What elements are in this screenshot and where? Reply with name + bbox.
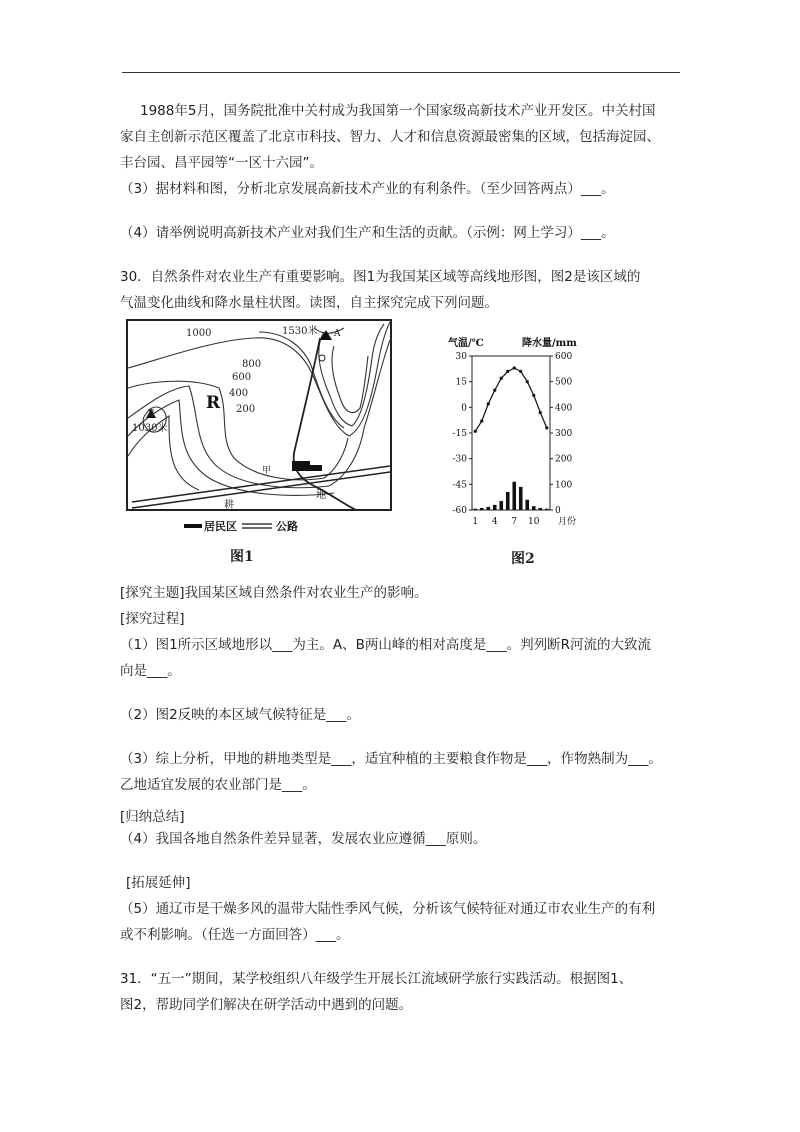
- temperature-point: [506, 370, 509, 373]
- temperature-point: [545, 426, 548, 429]
- precipitation-bar: [499, 501, 503, 510]
- question-30-1-line-1: （1）图1所示区域地形以___为主。A、B两山峰的相对高度是___。判列断R河流的大致流: [120, 637, 652, 653]
- place-jia: 甲: [262, 466, 272, 476]
- left-tick-label: 30: [455, 352, 467, 362]
- intro-line-3: 丰台园、昌平园等“一区十六园”。: [120, 155, 323, 171]
- river-r-label: R: [206, 393, 221, 413]
- question-30-line-1: 30．自然条件对农业生产有重要影响。图1为我国某区域等高线地形图，图2是该区域的: [120, 269, 641, 285]
- x-tick-label: 4: [491, 517, 498, 527]
- x-tick-label: 10: [528, 517, 540, 527]
- x-axis-unit: 月份: [558, 517, 577, 527]
- settlement-block: [310, 465, 322, 471]
- plot-frame: [472, 356, 550, 510]
- peak-a-elevation: 1530米: [282, 326, 318, 337]
- peak-b-letter: B: [148, 409, 155, 419]
- contour-line: [332, 346, 368, 413]
- contour-label-600: 600: [232, 372, 252, 383]
- temperature-curve: [475, 368, 547, 431]
- question-31-line-1: 31．“五一”期间，某学校组织八年级学生开展长江流域研学旅行实践活动。根据图1、: [120, 971, 633, 987]
- contour-label-200: 200: [236, 404, 256, 415]
- legend-settlement-label: 居民区: [204, 520, 237, 533]
- right-tick-label: 400: [555, 403, 573, 414]
- left-tick-label: -15: [452, 429, 467, 439]
- question-30-3-line-2: 乙地适宜发展的农业部门是___。: [120, 777, 316, 793]
- question-30-3-line-1: （3）综上分析，甲地的耕地类型是___，适宜种植的主要粮食作物是___，作物熟制为___。: [120, 751, 662, 767]
- right-tick-label: 300: [555, 429, 573, 439]
- spring-icon: [319, 355, 325, 361]
- figure-1-caption: 图1: [230, 549, 254, 565]
- place-yi-1: 耕: [224, 500, 234, 511]
- left-axis-title: 气温/℃: [448, 338, 484, 349]
- intro-line-1: 1988年5月，国务院批准中关村成为我国第一个国家级高新技术产业开发区。中关村国: [140, 103, 656, 119]
- precipitation-bar: [532, 506, 536, 510]
- precipitation-bar: [486, 507, 490, 510]
- temperature-point: [480, 419, 483, 422]
- precipitation-bar: [519, 487, 523, 510]
- contour-label-800: 800: [242, 359, 262, 370]
- precipitation-bar: [512, 482, 516, 510]
- right-tick-label: 200: [555, 454, 573, 465]
- right-tick-label: 100: [555, 480, 573, 491]
- place-yi-2: 地: [316, 490, 326, 501]
- contour-line: [259, 332, 344, 428]
- explore-process-heading: [探究过程]: [120, 611, 185, 627]
- question-30-line-2: 气温变化曲线和降水量柱状图。读图，自主探究完成下列问题。: [120, 295, 498, 311]
- peak-a-letter: A: [334, 329, 341, 339]
- road: [132, 466, 390, 502]
- precipitation-bar: [545, 509, 549, 510]
- contour-label-1000: 1000: [186, 328, 212, 339]
- temperature-point: [493, 389, 496, 392]
- question-30-4: （4）我国各地自然条件差异显著，发展农业应遵循___原则。: [120, 831, 487, 847]
- precipitation-bar: [538, 508, 542, 510]
- left-tick-label: -30: [452, 454, 467, 465]
- temperature-point: [519, 370, 522, 373]
- explore-summary-heading: [归纳总结]: [120, 809, 185, 825]
- temperature-point: [500, 377, 503, 380]
- road: [132, 472, 390, 508]
- right-axis-title: 降水量/mm: [522, 338, 577, 349]
- settlement-block: [292, 461, 310, 471]
- temperature-point: [513, 366, 516, 369]
- question-30-5-line-2: 或不利影响。（任选一方面回答）___。: [120, 927, 350, 943]
- precipitation-bar: [525, 500, 529, 510]
- temperature-point: [539, 411, 542, 414]
- question-29-3: （3）据材料和图，分析北京发展高新技术产业的有利条件。（至少回答两点）___。: [120, 181, 615, 197]
- intro-line-2: 家自主创新示范区覆盖了北京市科技、智力、人才和信息资源最密集的区域，包括海淀园、: [120, 129, 660, 145]
- temperature-point: [474, 430, 477, 433]
- map-frame: [127, 320, 391, 510]
- precipitation-bar: [480, 508, 484, 510]
- legend-settlement-icon: [184, 524, 202, 528]
- question-29-4: （4）请举例说明高新技术产业对我们生产和生活的贡献。（示例：网上学习）___。: [120, 225, 615, 241]
- precipitation-bar: [473, 509, 477, 510]
- explore-theme: [探究主题]我国某区域自然条件对农业生产的影响。: [120, 585, 428, 601]
- question-30-5-line-1: （5）通辽市是干燥多风的温带大陆性季风气候，分析该气候特征对通辽市农业生产的有利: [120, 901, 656, 917]
- left-tick-label: 15: [455, 377, 467, 388]
- left-tick-label: 0: [461, 403, 467, 414]
- right-tick-label: 0: [555, 506, 561, 516]
- question-31-line-2: 图2，帮助同学们解决在研学活动中遇到的问题。: [120, 997, 413, 1013]
- explore-extend-heading: [拓展延伸]: [126, 875, 191, 891]
- figure-1-contour-map: [124, 318, 396, 536]
- peak-b-elevation: 1030米: [132, 423, 168, 434]
- x-tick-label: 7: [511, 517, 518, 527]
- contour-line: [128, 322, 390, 436]
- legend-road-label: 公路: [276, 520, 298, 533]
- temperature-point: [526, 380, 529, 383]
- temperature-point: [487, 402, 490, 405]
- temperature-point: [532, 394, 535, 397]
- left-tick-label: -60: [452, 506, 467, 516]
- figure-2-caption: 图2: [511, 551, 535, 567]
- left-tick-label: -45: [452, 480, 467, 491]
- right-tick-label: 500: [555, 377, 573, 388]
- header-rule: [122, 72, 680, 73]
- precipitation-bar: [493, 505, 497, 510]
- figure-2-climate-chart: [440, 334, 590, 534]
- right-tick-label: 600: [555, 352, 573, 362]
- contour-label-400: 400: [229, 388, 249, 399]
- question-30-1-line-2: 向是___。: [120, 663, 181, 679]
- precipitation-bar: [506, 492, 510, 510]
- x-tick-label: 1: [472, 517, 479, 527]
- question-30-2: （2）图2反映的本区域气候特征是___。: [120, 707, 360, 723]
